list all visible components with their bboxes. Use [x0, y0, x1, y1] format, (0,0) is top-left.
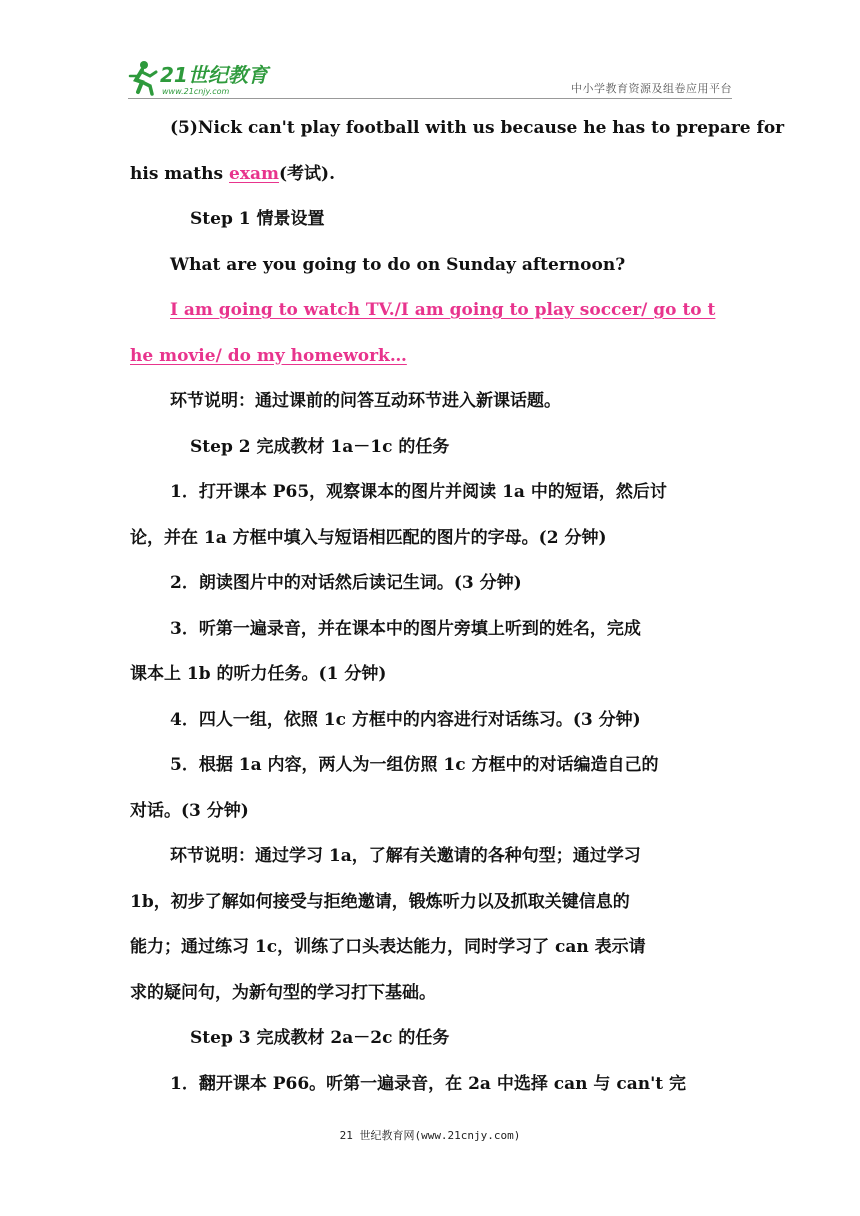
- running-figure-icon: [130, 61, 156, 94]
- step1-answer-line2: he movie/ do my homework…: [130, 345, 407, 366]
- step2-item3-line2: 课本上 1b 的听力任务。(1 分钟): [130, 664, 387, 684]
- step2-note-line4: 求的疑问句，为新句型的学习打下基础。: [130, 982, 436, 1003]
- answer-exam: exam: [229, 163, 279, 184]
- page-header: [128, 58, 732, 102]
- text-fragment: his maths: [130, 163, 230, 184]
- step2-item1-line1: 1．打开课本 P65，观察课本的图片并阅读 1a 中的短语，然后讨: [170, 482, 667, 502]
- logo-url: www.21cnjy.com: [162, 87, 230, 96]
- header-tagline: 中小学教育资源及组卷应用平台: [571, 82, 732, 95]
- document-body: [130, 106, 785, 1107]
- text-fragment: (考试).: [278, 163, 335, 184]
- header-divider: [128, 98, 732, 99]
- step1-answer-line1: I am going to watch TV./I am going to play soccer/ go to t: [170, 300, 716, 320]
- step3-title: Step 3 完成教材 2a－2c 的任务: [190, 1028, 450, 1048]
- logo-text: 21世纪教育: [160, 63, 268, 87]
- step2-title: Step 2 完成教材 1a－1c 的任务: [190, 436, 450, 457]
- step2-item2: 2．朗读图片中的对话然后读记生词。(3 分钟): [170, 573, 522, 593]
- step2-item3-line1: 3．听第一遍录音，并在课本中的图片旁填上听到的姓名，完成: [170, 618, 641, 639]
- step2-item5-line2: 对话。(3 分钟): [130, 800, 249, 821]
- step2-item1-line2: 论，并在 1a 方框中填入与短语相匹配的图片的字母。(2 分钟): [130, 527, 607, 548]
- step2-note-line2: 1b，初步了解如何接受与拒绝邀请，锻炼听力以及抓取关键信息的: [130, 891, 630, 912]
- step2-note-line3: 能力；通过练习 1c，训练了口头表达能力，同时学习了 can 表示请: [130, 937, 646, 957]
- step3-item1-line1: 1．翻开课本 P66。听第一遍录音，在 2a 中选择 can 与 can't 完: [170, 1073, 687, 1094]
- step1-note: 环节说明：通过课前的问答互动环节进入新课话题。: [170, 391, 561, 411]
- step1-title: Step 1 情景设置: [190, 209, 325, 229]
- step2-item5-line1: 5．根据 1a 内容，两人为一组仿照 1c 方框中的对话编造自己的: [170, 755, 659, 775]
- step2-note-line1: 环节说明：通过学习 1a，了解有关邀请的各种句型；通过学习: [170, 846, 641, 866]
- exercise-line-5: (5)Nick can't play football with us because he has to prepare for: [170, 118, 785, 138]
- step1-question: What are you going to do on Sunday afternoon?: [170, 254, 626, 275]
- page-footer: 21 世纪教育网(www.21cnjy.com): [339, 1129, 521, 1142]
- step2-item4: 4．四人一组，依照 1c 方框中的内容进行对话练习。(3 分钟): [170, 709, 641, 730]
- exercise-line-5-cont: [130, 152, 730, 198]
- logo-21cnjy: [128, 58, 288, 98]
